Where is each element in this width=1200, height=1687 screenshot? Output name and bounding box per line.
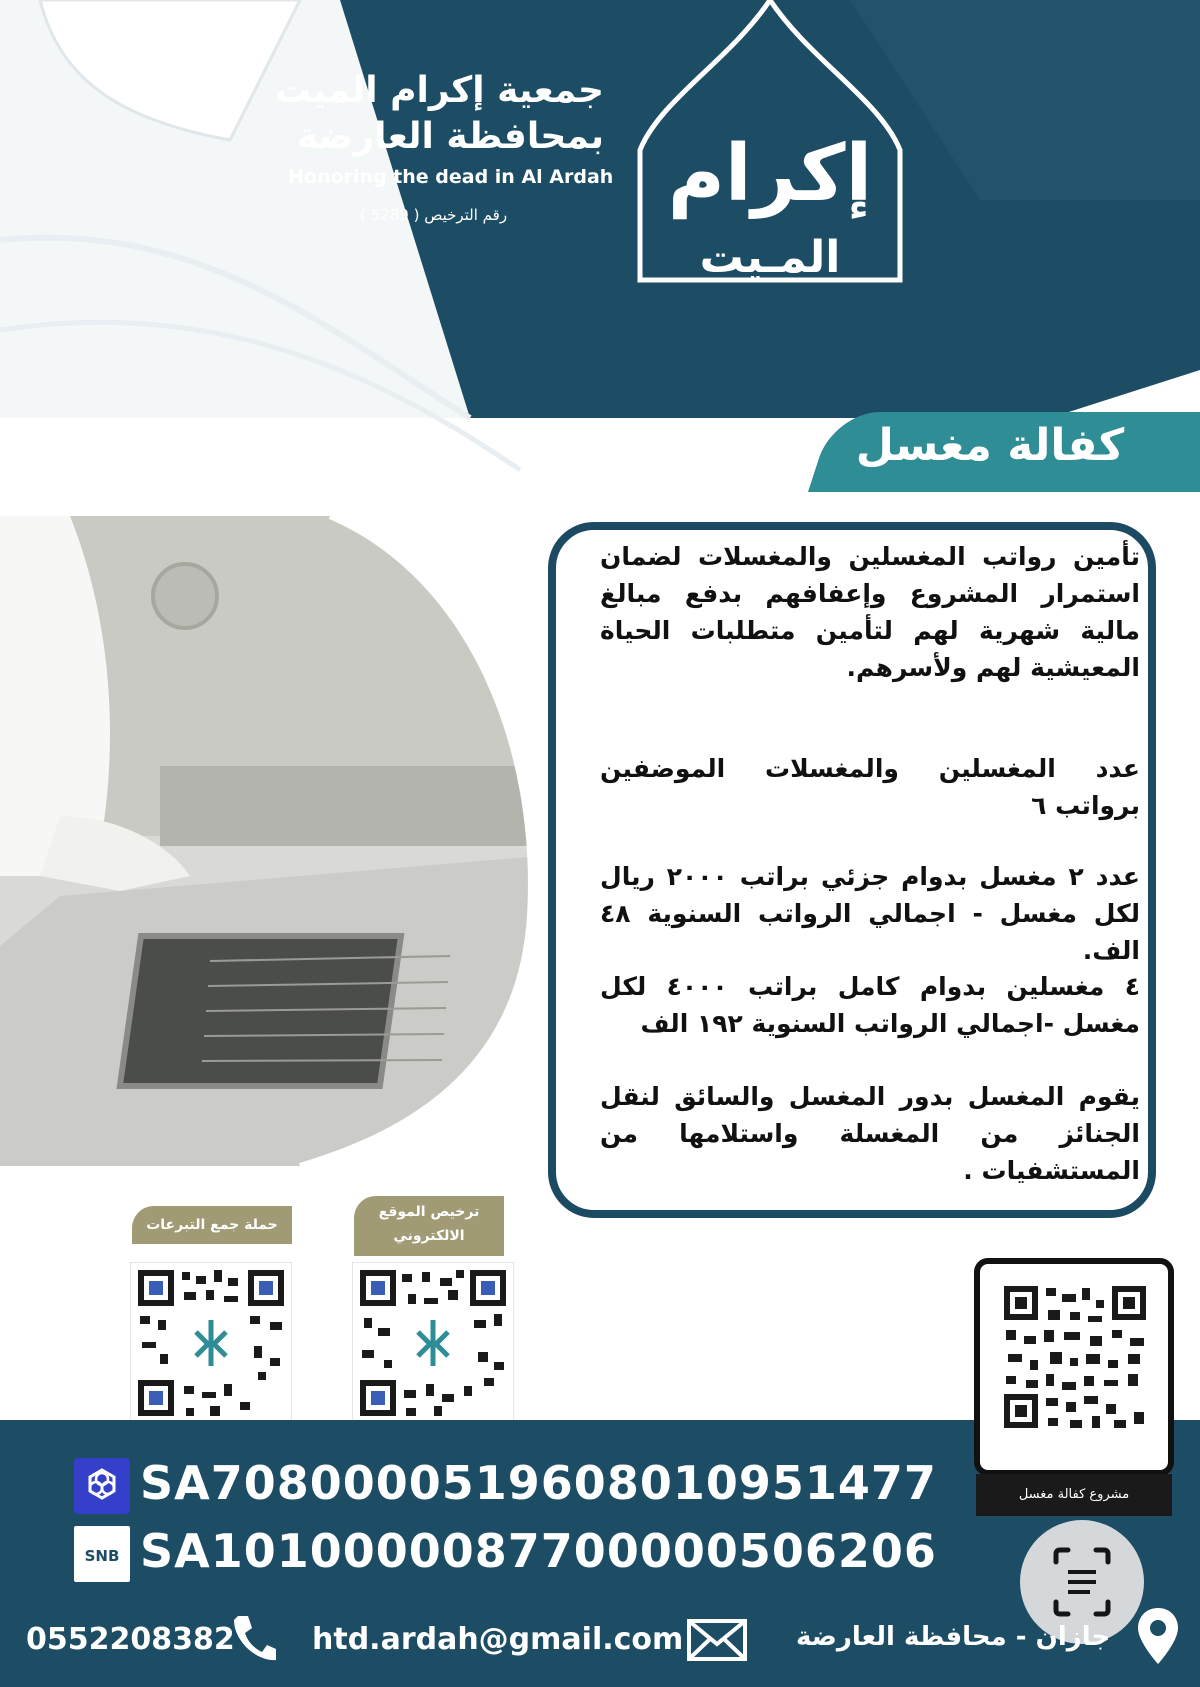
email-address[interactable]: htd.ardah@gmail.com: [312, 1622, 684, 1657]
paragraph-5: يقوم المغسل بدور المغسل والسائق لنقل الجنائز من المغسلة واستلامها من المستشفيات .: [600, 1082, 1140, 1185]
org-name-line-1: جمعية إكرام الميت: [274, 70, 604, 111]
org-name-english: Honoring the dead in Al Ardah: [288, 166, 614, 188]
mail-icon: [686, 1618, 748, 1662]
donations-qr-code[interactable]: [130, 1262, 292, 1424]
website-qr-code[interactable]: [352, 1262, 514, 1424]
license-number: رقم الترخيص ( 5289 ): [360, 206, 508, 224]
iban-1: SA7080000519608010951477: [140, 1456, 937, 1510]
organization-logo: [620, 0, 920, 300]
donations-qr-label: حملة جمع التبرعات: [132, 1206, 292, 1244]
phone-number[interactable]: 0552208382: [26, 1622, 235, 1657]
org-name-line-2: بمحافظة العارضة: [296, 116, 604, 157]
paragraph-3: عدد ٢ مغسل بدوام جزئي براتب ٢٠٠٠ ريال لكل مغسل - اجمالي الرواتب السنوية ٤٨ الف.: [600, 862, 1141, 965]
logo-text-main: إكرام: [667, 129, 873, 219]
iban-2: SA1010000087700000506206: [140, 1524, 937, 1578]
snb-logo-icon: SNB: [74, 1526, 130, 1582]
paragraph-2: عدد المغسلين والمغسلات الموضفين برواتب ٦: [600, 754, 1140, 820]
washing-table-photo: [0, 516, 540, 1166]
logo-text-sub: المـيت: [699, 232, 841, 283]
org-name-arabic: [224, 68, 604, 160]
paragraph-1: تأمين رواتب المغسلين والمغسلات لضمان استمرار المشروع وإعفافهم بدفع مبالغ مالية شهرية لهم لتأمين متطلبات الحياة المعيشية لهم ولأسرهم.: [600, 542, 1140, 682]
phone-icon: [228, 1612, 276, 1664]
project-qr-code[interactable]: [1000, 1282, 1150, 1432]
location-pin-icon: [1136, 1606, 1180, 1666]
website-qr-label: ترخيص الموقع الالكتروني: [354, 1196, 504, 1256]
location-text: جازان - محافظة العارضة: [796, 1622, 1111, 1652]
project-qr-label: مشروع كفالة مغسل: [976, 1474, 1172, 1516]
page-title: كفالة مغسل: [855, 420, 1125, 471]
bank-logo-icon: [74, 1458, 130, 1514]
paragraph-4: ٤ مغسلين بدوام كامل براتب ٤٠٠٠ لكل مغسل -اجمالي الرواتب السنوية ١٩٢ الف: [600, 972, 1140, 1038]
